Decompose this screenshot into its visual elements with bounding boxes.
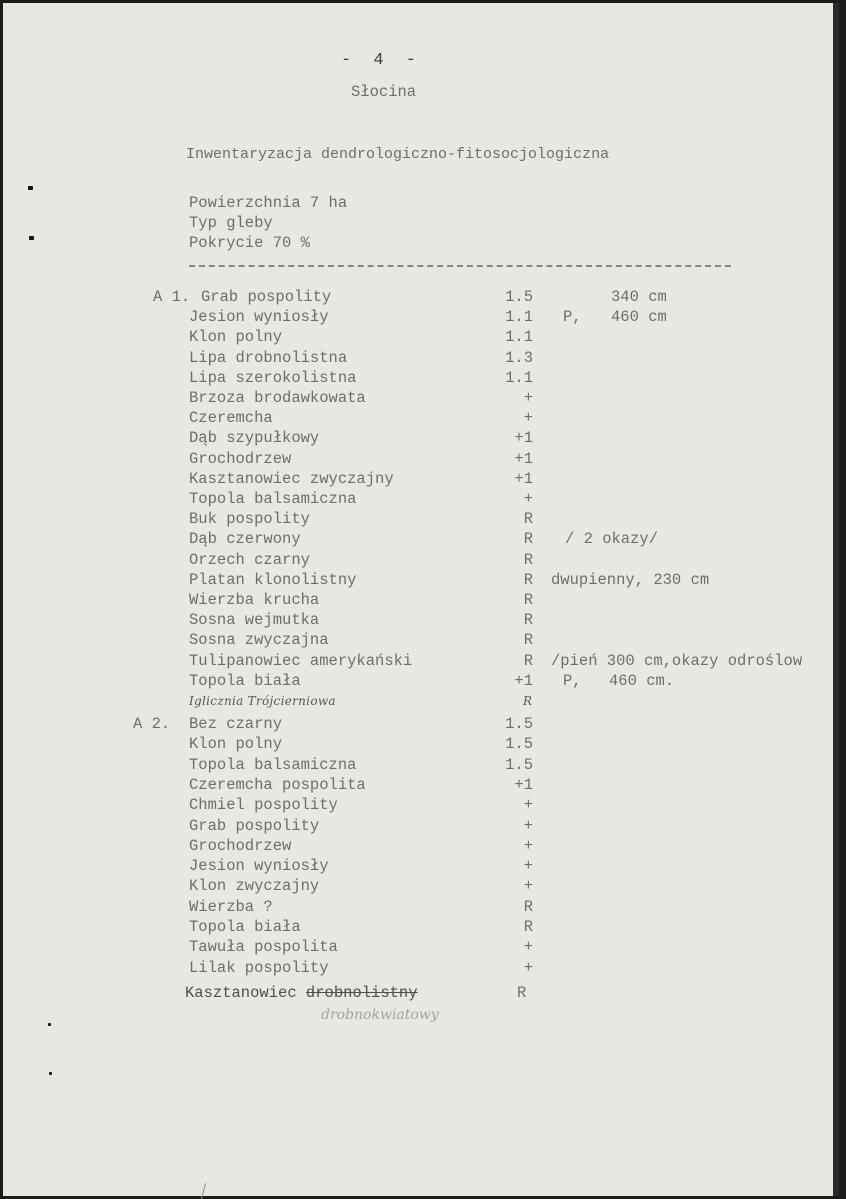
handwritten-correction: drobnokwiatowy xyxy=(321,1007,439,1023)
abundance-value: + xyxy=(523,490,533,508)
species-name: Jesion wyniosły xyxy=(189,308,329,327)
abundance-value: + xyxy=(523,816,533,835)
species-name: Wierzba ? xyxy=(189,897,273,916)
species-name: Orzech czarny xyxy=(189,550,310,569)
abundance-value: + xyxy=(523,938,533,957)
abundance-value: + xyxy=(523,389,533,407)
page-number: - 4 - xyxy=(341,51,423,70)
abundance-value: R xyxy=(523,611,533,630)
abundance-value: R xyxy=(523,570,533,589)
handwritten-species-value: R xyxy=(523,694,533,708)
species-name: Grochodrzew xyxy=(189,449,292,468)
abundance-value: + xyxy=(523,796,533,815)
species-note: dwupienny, 230 cm xyxy=(551,570,710,589)
abundance-value: 1.5 xyxy=(505,288,533,306)
location-title: Słocina xyxy=(351,83,417,101)
margin-mark xyxy=(49,1072,52,1075)
abundance-value: +1 xyxy=(514,449,533,468)
abundance-value: + xyxy=(523,836,533,855)
species-name: Topola balsamiczna xyxy=(189,490,357,508)
abundance-value: R xyxy=(523,651,533,670)
site-area: Powierzchnia 7 ha xyxy=(189,194,348,212)
species-name: Grochodrzew xyxy=(189,836,292,855)
species-name: Bez czarny xyxy=(189,715,283,733)
struck-word: drobnolistny xyxy=(305,984,418,1002)
species-name: Sosna zwyczajna xyxy=(189,631,329,650)
species-note: /pień 300 cm,okazy odroślow xyxy=(551,651,803,670)
species-name: Topola biała xyxy=(189,671,301,690)
site-coverage: Pokrycie 70 % xyxy=(189,234,310,252)
species-name: Tawuła pospolita xyxy=(189,938,338,957)
abundance-value: + xyxy=(523,958,533,977)
species-name: Platan klonolistny xyxy=(189,570,357,589)
species-name: Wierzba krucha xyxy=(189,591,320,609)
abundance-value: + xyxy=(523,877,533,896)
margin-mark xyxy=(48,1023,51,1026)
species-name: Jesion wyniosły xyxy=(189,857,329,876)
section-label-a1: A 1. xyxy=(153,288,191,306)
abundance-value: +1 xyxy=(514,671,533,690)
species-note: / 2 okazy/ xyxy=(565,530,659,549)
abundance-value: 1.1 xyxy=(505,308,533,327)
abundance-value: 1.5 xyxy=(505,715,533,733)
species-note: 340 cm xyxy=(611,288,667,306)
species-note: 460 cm xyxy=(611,308,667,327)
abundance-value: +1 xyxy=(514,429,533,448)
abundance-value: 1.3 xyxy=(505,348,533,367)
document-page xyxy=(3,3,839,1196)
margin-mark xyxy=(29,236,34,240)
abundance-value: +1 xyxy=(514,775,533,794)
abundance-value: + xyxy=(523,857,533,876)
site-soil-type: Typ gleby xyxy=(189,214,273,232)
species-name: Topola balsamiczna xyxy=(189,755,357,774)
species-name: Klon polny xyxy=(189,735,283,754)
species-note: 460 cm. xyxy=(609,671,675,690)
pencil-mark xyxy=(201,1183,206,1199)
species-name: Grab pospolity xyxy=(189,816,320,835)
separator-line xyxy=(189,265,731,267)
species-name: Dąb szypułkowy xyxy=(189,429,320,448)
species-name: Buk pospolity xyxy=(189,510,310,529)
species-name: Lipa szerokolistna xyxy=(189,368,357,387)
abundance-value: 1.1 xyxy=(505,368,533,387)
species-name: Tulipanowiec amerykański xyxy=(189,651,413,670)
final-species-name: Kasztanowiec xyxy=(185,984,306,1002)
section-label-a2: A 2. xyxy=(133,715,171,733)
note-prefix: P, xyxy=(563,671,582,690)
species-name: Kasztanowiec zwyczajny xyxy=(189,469,394,488)
abundance-value: +1 xyxy=(514,469,533,488)
abundance-value: 1.5 xyxy=(505,735,533,754)
note-prefix: P, xyxy=(563,308,582,327)
species-name: Lilak pospolity xyxy=(189,958,329,977)
species-name: Lipa drobnolistna xyxy=(189,348,348,367)
species-name: Brzoza brodawkowata xyxy=(189,389,366,407)
species-name: Chmiel pospolity xyxy=(189,796,338,815)
margin-mark xyxy=(28,186,33,190)
page-edge-shadow xyxy=(833,3,839,1196)
species-name: Dąb czerwony xyxy=(189,530,301,549)
abundance-value: R xyxy=(523,550,533,569)
species-name: Topola biała xyxy=(189,918,301,936)
abundance-value: + xyxy=(523,409,533,428)
abundance-value: R xyxy=(523,510,533,529)
species-name: Czeremcha xyxy=(189,409,273,428)
species-name: Klon polny xyxy=(189,328,283,347)
abundance-value: 1.1 xyxy=(505,328,533,347)
final-species-row xyxy=(185,983,418,1003)
species-name: Grab pospolity xyxy=(201,288,332,306)
final-species-value: R xyxy=(517,984,527,1002)
abundance-value: R xyxy=(523,918,533,936)
species-name: Sosna wejmutka xyxy=(189,611,320,630)
abundance-value: R xyxy=(523,897,533,916)
document-title: Inwentaryzacja dendrologiczno-fitosocjologiczna xyxy=(186,146,610,163)
species-name: Czeremcha pospolita xyxy=(189,775,366,794)
abundance-value: R xyxy=(523,591,533,609)
abundance-value: R xyxy=(523,631,533,650)
species-name: Klon zwyczajny xyxy=(189,877,320,896)
handwritten-species: Iglicznia Trójcierniowa xyxy=(189,694,336,708)
abundance-value: 1.5 xyxy=(505,755,533,774)
abundance-value: R xyxy=(523,530,533,549)
